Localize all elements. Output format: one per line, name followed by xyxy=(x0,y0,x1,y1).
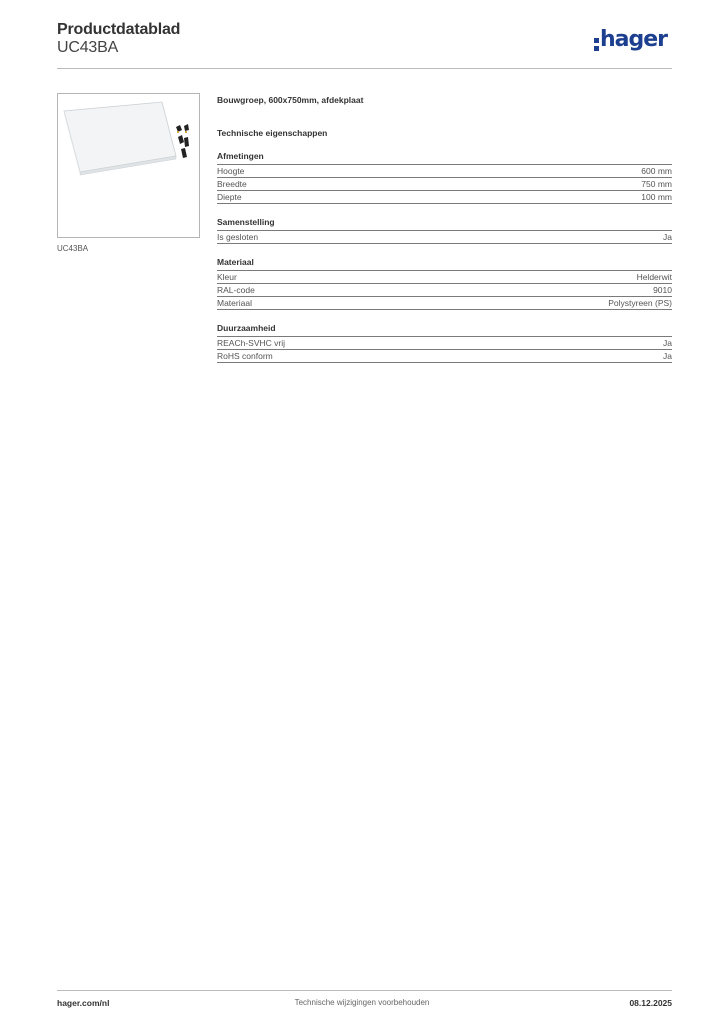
tech-properties-heading: Technische eigenschappen xyxy=(217,128,328,138)
logo-text: hager xyxy=(600,27,668,52)
product-content xyxy=(217,93,672,363)
footer-divider xyxy=(57,990,672,991)
section-title-materiaal: Materiaal xyxy=(217,257,672,271)
row-label: Hoogte xyxy=(217,166,245,176)
row-label: Breedte xyxy=(217,179,247,189)
row-value: Ja xyxy=(663,232,672,242)
row-label: Diepte xyxy=(217,192,242,202)
row-value: 100 mm xyxy=(641,192,672,202)
footer-disclaimer: Technische wijzigingen voorbehouden xyxy=(294,998,430,1007)
table-row xyxy=(217,350,672,363)
section-title-duurzaamheid: Duurzaamheid xyxy=(217,323,672,337)
hager-logo xyxy=(594,27,674,57)
table-row xyxy=(217,191,672,204)
table-row xyxy=(217,165,672,178)
row-label: Materiaal xyxy=(217,298,252,308)
section-title-samenstelling: Samenstelling xyxy=(217,217,672,231)
section-title-afmetingen: Afmetingen xyxy=(217,151,672,165)
table-row xyxy=(217,271,672,284)
table-row xyxy=(217,284,672,297)
page-title: Productdatablad xyxy=(57,21,181,38)
row-value: 600 mm xyxy=(641,166,672,176)
row-label: RAL-code xyxy=(217,285,255,295)
cover-plate-icon xyxy=(58,94,199,237)
row-label: Is gesloten xyxy=(217,232,259,242)
footer-date: 08.12.2025 xyxy=(629,998,672,1008)
product-image xyxy=(57,93,200,238)
row-value: 9010 xyxy=(653,285,672,295)
row-value: Ja xyxy=(663,351,672,361)
product-description: Bouwgroep, 600x750mm, afdekplaat xyxy=(217,95,364,105)
row-value: Ja xyxy=(663,338,672,348)
header-divider xyxy=(57,68,672,69)
row-value: 750 mm xyxy=(641,179,672,189)
table-row xyxy=(217,337,672,350)
footer-website-link[interactable]: hager.com/nl xyxy=(57,998,110,1008)
row-label: RoHS conform xyxy=(217,351,273,361)
row-label: REACh-SVHC vrij xyxy=(217,338,286,348)
table-row xyxy=(217,297,672,310)
image-caption: UC43BA xyxy=(57,244,89,253)
row-label: Kleur xyxy=(217,272,237,282)
product-code: UC43BA xyxy=(57,39,119,56)
row-value: Polystyreen (PS) xyxy=(608,298,672,308)
table-row xyxy=(217,231,672,244)
row-value: Helderwit xyxy=(636,272,672,282)
table-row xyxy=(217,178,672,191)
